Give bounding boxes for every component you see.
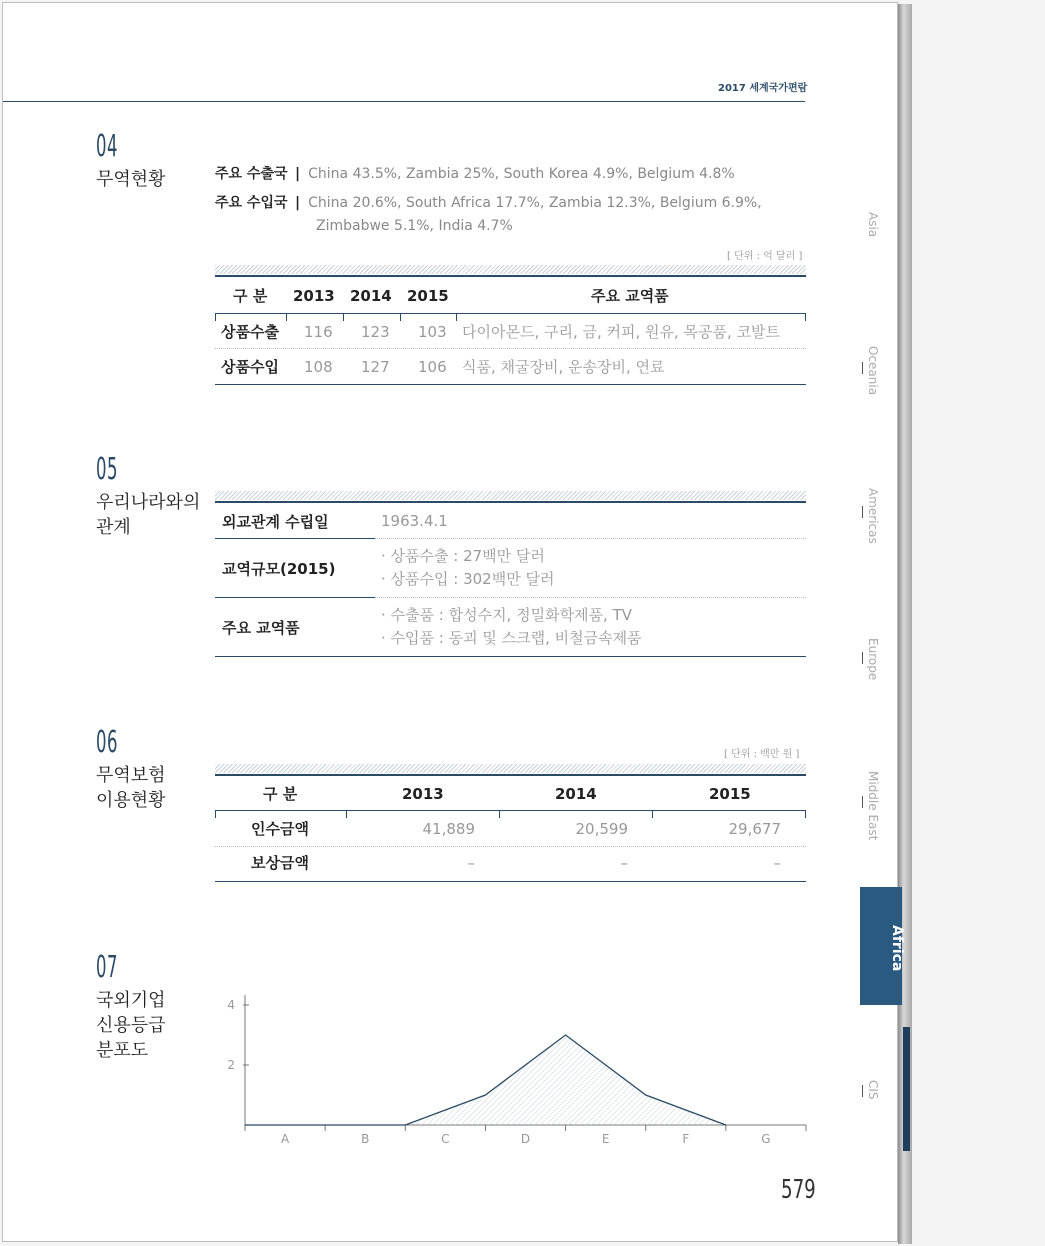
- header-rule: [215, 313, 806, 314]
- tab-europe-label: Europe: [866, 638, 880, 681]
- table-top-rule: [215, 774, 806, 776]
- header-category: 구 분: [263, 785, 298, 803]
- table-cell: –: [773, 854, 781, 872]
- table-row-label: 인수금액: [251, 820, 309, 838]
- header-trade-items: 주요 교역품: [591, 287, 669, 305]
- relation-value: · 수출품 : 합성수지, 정밀화학제품, TV: [381, 606, 632, 624]
- table-cell: 123: [361, 323, 390, 341]
- credit-rating-chart: [213, 988, 813, 1153]
- section-04-title: 무역현황: [96, 169, 166, 190]
- x-tick-label: F: [682, 1132, 690, 1146]
- table-row-label: 상품수입: [221, 358, 279, 376]
- y-tick-label: 2: [227, 1058, 235, 1072]
- table-bottom-rule: [215, 881, 806, 882]
- table-cell: 108: [304, 358, 333, 376]
- section-04-number: 04: [96, 129, 119, 164]
- insurance-table-unit: [ 단위 : 백만 원 ]: [724, 749, 800, 760]
- trade-table-unit: [ 단위 : 억 달러 ]: [727, 251, 803, 262]
- page-number: 579: [781, 1175, 816, 1205]
- x-tick-label: D: [520, 1132, 531, 1146]
- relation-label: 주요 교역품: [222, 619, 300, 637]
- data-point: [325, 1125, 326, 1126]
- data-point: [485, 1095, 486, 1096]
- tab-middle-east-label: Middle East: [866, 771, 880, 841]
- relation-label: 외교관계 수립일: [222, 513, 329, 531]
- main-import-countries: [215, 192, 762, 214]
- table-cell: –: [620, 854, 628, 872]
- header-2014: 2014: [350, 287, 392, 305]
- table-row-label: 상품수출: [221, 323, 279, 341]
- table-cell: 식품, 채굴장비, 운송장비, 연료: [462, 358, 665, 376]
- table-cell: 20,599: [575, 820, 628, 838]
- export-label: 주요 수출국: [215, 166, 288, 182]
- header-2014: 2014: [555, 785, 597, 803]
- relation-value: · 수입품 : 동괴 및 스크랩, 비철금속제품: [381, 629, 642, 647]
- table-top-rule: [215, 275, 806, 277]
- section-05-number: 05: [96, 452, 119, 487]
- x-tick-label: E: [601, 1132, 610, 1146]
- import-label: 주요 수입국: [215, 195, 288, 211]
- table-cell: 116: [304, 323, 333, 341]
- table-bottom-rule: [215, 656, 806, 657]
- table-cell: 106: [418, 358, 447, 376]
- header-2013: 2013: [293, 287, 335, 305]
- page: [2, 2, 898, 1242]
- table-top-rule: [215, 501, 806, 503]
- table-cell: 다이아몬드, 구리, 금, 커피, 원유, 목공품, 코발트: [462, 323, 781, 341]
- book-title: 2017 세계국가편람: [718, 83, 808, 94]
- section-06-title: 무역보험 이용현황: [96, 765, 166, 811]
- x-tick-label: B: [361, 1132, 370, 1146]
- x-tick-label: A: [280, 1132, 290, 1146]
- separator: |: [295, 195, 301, 211]
- relation-value: 1963.4.1: [381, 512, 448, 530]
- header-category: 구 분: [233, 287, 268, 305]
- section-06-number: 06: [96, 725, 119, 760]
- tab-oceania-label: Oceania: [866, 346, 880, 396]
- table-bottom-rule: [215, 384, 806, 385]
- series-area: [245, 1035, 726, 1125]
- section-07-title: 국외기업 신용등급 분포도: [96, 990, 166, 1061]
- y-tick-label: 4: [227, 998, 235, 1012]
- import-value-1: China 20.6%, South Africa 17.7%, Zambia 12.3%, Belgium 6.9%,: [308, 195, 762, 211]
- data-point: [725, 1125, 726, 1126]
- table-hatch: [215, 491, 806, 500]
- import-value-2: Zimbabwe 5.1%, India 4.7%: [316, 218, 513, 234]
- tab-edge-marker: [903, 1027, 910, 1151]
- tab-africa-label: Africa: [889, 925, 905, 972]
- table-hatch: [215, 764, 806, 773]
- table-cell: 41,889: [422, 820, 475, 838]
- table-hatch: [215, 265, 806, 274]
- table-cell: 127: [361, 358, 390, 376]
- header-rule: [3, 101, 805, 102]
- main-export-countries: [215, 163, 735, 185]
- tab-americas-label: Americas: [866, 488, 880, 544]
- header-2013: 2013: [402, 785, 444, 803]
- section-07-number: 07: [96, 950, 119, 985]
- relation-label: 교역규모(2015): [222, 560, 336, 578]
- header-2015: 2015: [709, 785, 751, 803]
- x-tick-label: C: [441, 1132, 450, 1146]
- x-tick-label: G: [761, 1132, 771, 1146]
- data-point: [645, 1095, 646, 1096]
- relation-value: · 상품수입 : 302백만 달러: [381, 570, 555, 588]
- table-cell: 29,677: [728, 820, 781, 838]
- table-cell: 103: [418, 323, 447, 341]
- header-2015: 2015: [407, 287, 449, 305]
- export-value: China 43.5%, Zambia 25%, South Korea 4.9%, Belgium 4.8%: [308, 166, 735, 182]
- table-row-label: 보상금액: [251, 854, 309, 872]
- data-point: [405, 1125, 406, 1126]
- data-point: [245, 1125, 246, 1126]
- relation-value: · 상품수출 : 27백만 달러: [381, 547, 545, 565]
- tab-cis-label: CIS: [866, 1080, 880, 1100]
- tab-asia-label: Asia: [866, 212, 880, 238]
- table-cell: –: [467, 854, 475, 872]
- data-point: [565, 1035, 566, 1036]
- separator: |: [295, 166, 301, 182]
- section-05-title: 우리나라와의 관계: [96, 492, 201, 538]
